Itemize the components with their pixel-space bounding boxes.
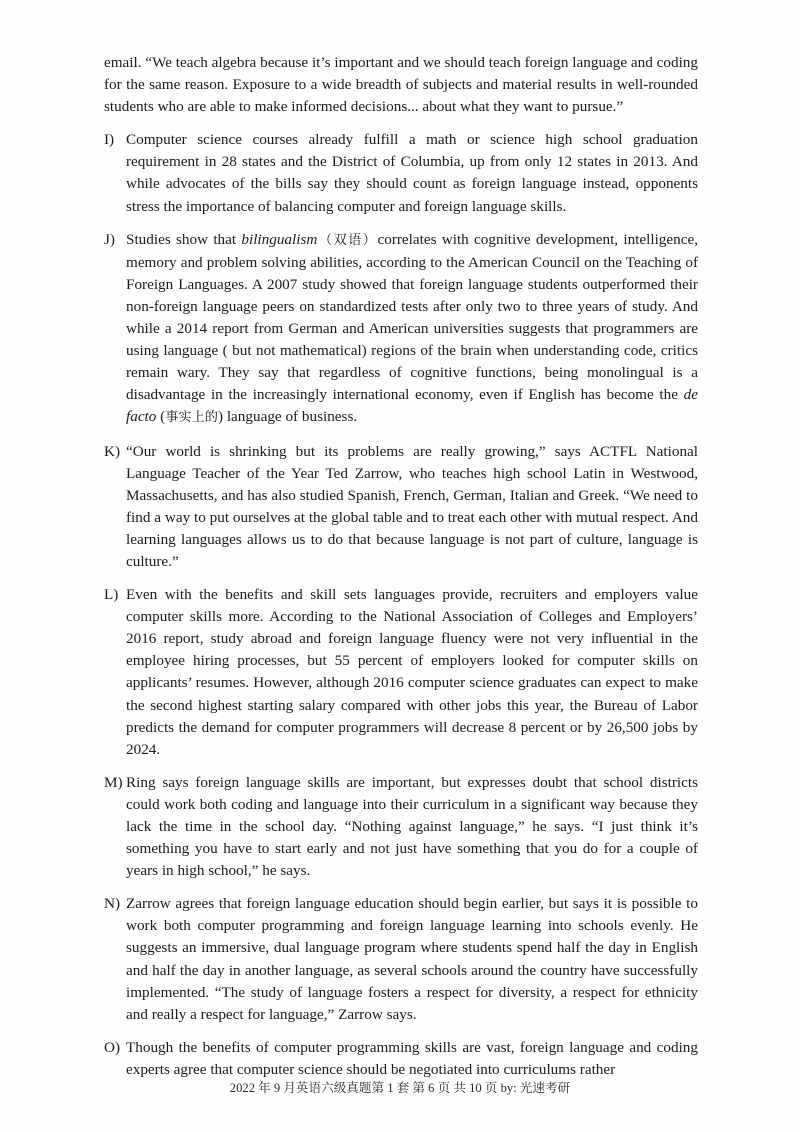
text-run: Though the benefits of computer programming skills are vast, foreign language and coding experts agree that computer science should be negotiated into curriculums rather <box>126 1038 698 1078</box>
paragraph-label: L) <box>104 586 119 604</box>
paragraph-label: M) <box>104 773 123 791</box>
paragraph-label: J) <box>104 230 115 248</box>
paragraph-label: I) <box>104 131 115 149</box>
paragraph-block <box>104 52 698 118</box>
paragraph-label: O) <box>104 1038 121 1056</box>
page-footer <box>0 1080 800 1096</box>
text-run: Ring says foreign language skills are important, but expresses doubt that school districts could work both coding and language into their curriculum in a significant way because they lack the time in the school day. “Nothing against language,” he says. “I just think it’s something you have to start early and not just have something that you do for a couple of years in high school,” he says. <box>126 773 698 880</box>
text-run: Even with the benefits and skill sets languages provide, recruiters and employers value computer skills more. According to the National Association of Colleges and Employers’ 2016 report, study abroad and foreign language fluency were not very influential in the employee hiring processes, but 55 percent of employers looked for computer skills on applicants’ resumes. However, although 2016 computer science graduates can expect to make the second highest starting salary compared with other jobs this year, the Bureau of Labor predicts the demand for computer programmers will decrease 8 percent or by 26,500 jobs by 2024. <box>126 586 698 758</box>
chinese-gloss: （双语） <box>317 232 378 248</box>
paragraph-text <box>126 229 698 430</box>
paragraph-block <box>104 893 698 1026</box>
text-run: Zarrow agrees that foreign language education should begin earlier, but says it is possible to work both computer programming and foreign language learning into schools evenly. He suggests an immersive, dual language program where students spend half the day in English and half the day in another language, as several schools around the country have successfully implemented. “The study of language fosters a respect for diversity, a respect for ethnicity and really a respect for language,” Zarrow says. <box>126 895 698 1023</box>
text-run: ( <box>156 408 166 426</box>
paragraph-text <box>126 772 698 882</box>
chinese-gloss: 事实上的 <box>165 410 218 426</box>
text-run: correlates with cognitive development, intelligence, memory and problem solving abilities, according to the American Council on the Teaching of Foreign Languages. A 2007 study showed that foreign language students outperformed their non-foreign language peers on standardized tests after only two to three years of study. And while a 2014 report from German and American universities suggests that programmers are using language ( but not mathematical) regions of the brain when understanding code, critics remain wary. They say that regardless of cognitive functions, being monolingual is a disadvantage in the increasingly international economy, even if English has become the <box>126 230 698 404</box>
paragraph-text <box>126 584 698 761</box>
paragraph-text <box>126 441 698 574</box>
page-body-text <box>104 52 698 1092</box>
paragraph-text <box>126 893 698 1026</box>
paragraph-label: K) <box>104 442 121 460</box>
text-run: “Our world is shrinking but its problems are really growing,” says ACTFL National Language Teacher of the Year Ted Zarrow, who teaches high school Latin in Westwood, Massachusetts, and has also studied Spanish, French, German, Italian and Greek. “We need to find a way to put ourselves at the global table and to treat each other with mutual respect. And learning languages allows us to do that because language is not part of culture, language is culture.” <box>126 442 698 570</box>
paragraph-block <box>104 1037 698 1081</box>
paragraph-block <box>104 441 698 574</box>
paragraph-block <box>104 772 698 882</box>
text-run: email. “We teach algebra because it’s important and we should teach foreign language and coding for the same reason. Exposure to a wide breadth of subjects and material results in well-rounded students who are able to make informed decisions... about what they want to pursue.” <box>104 54 698 116</box>
text-run: Computer science courses already fulfill a math or science high school graduation requirement in 28 states and the District of Columbia, up from only 12 states in 2013. And while advocates of the bills say they should count as foreign language instead, opponents stress the importance of balancing computer and foreign language skills. <box>126 131 698 215</box>
paragraph-label: N) <box>104 895 121 913</box>
italic-term: de facto <box>126 386 698 426</box>
text-run: ) language of business. <box>217 408 358 426</box>
paragraph-block <box>104 584 698 761</box>
footer-text: 2022 年 9 月英语六级真题第 1 套 第 6 页 共 10 页 by: 光速考研 <box>229 1081 571 1095</box>
text-run: Studies show that <box>126 230 242 248</box>
paragraph-text <box>126 129 698 217</box>
paragraph-block <box>104 229 698 430</box>
paragraph-text <box>126 1037 698 1081</box>
paragraph-text <box>104 52 698 118</box>
italic-term: bilingualism <box>241 230 318 248</box>
paragraph-block <box>104 129 698 217</box>
